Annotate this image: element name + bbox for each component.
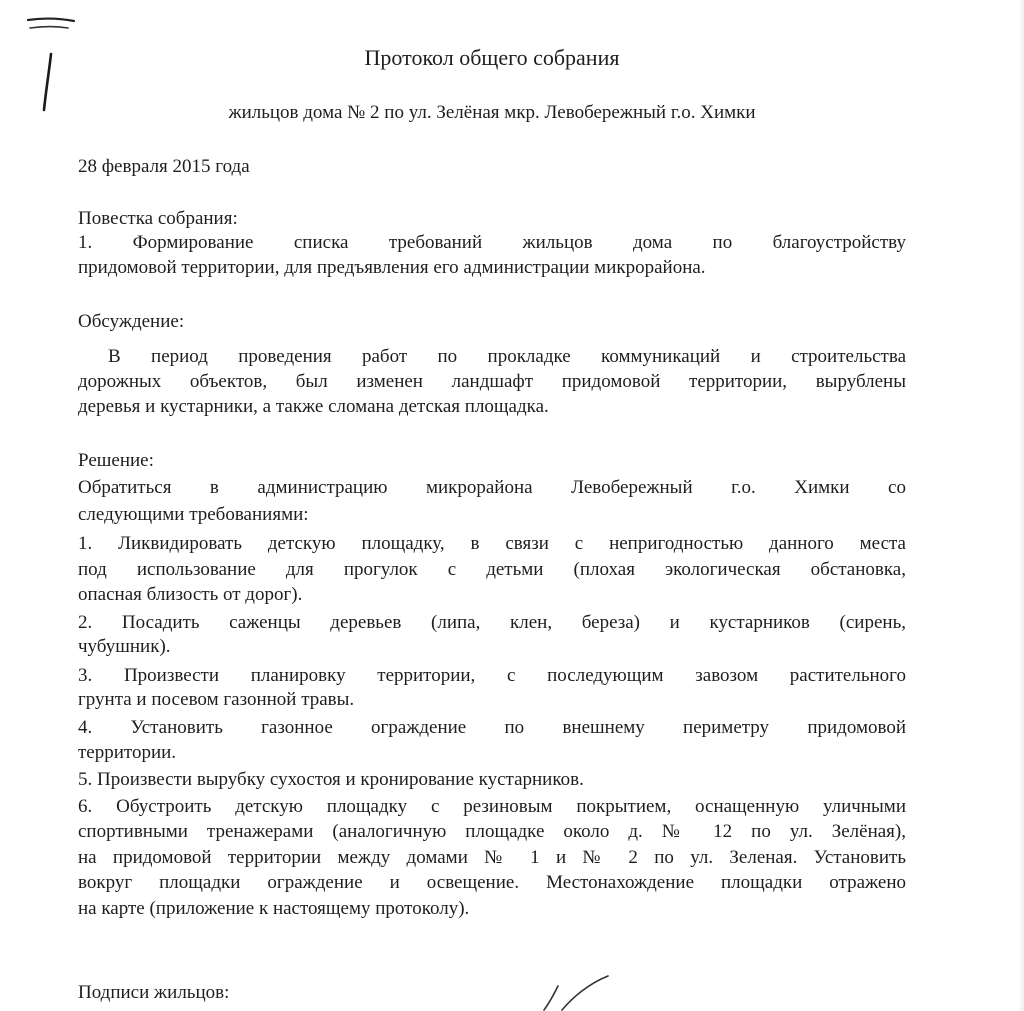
decision-line: на карте (приложение к настоящему протоколу).	[78, 898, 470, 919]
decision-item-2: 2. Посадить саженцы деревьев (липа, клен, береза) и кустарников (сирень,	[78, 612, 906, 633]
decision-line: Обратиться в администрацию микрорайона Левобережный г.о. Химки со	[78, 477, 906, 498]
decision-item-5: 5. Произвести вырубку сухостоя и кронирование кустарников.	[78, 769, 584, 790]
decision-line: на придомовой территории между домами № 1 и № 2 по ул. Зеленая. Установить	[78, 847, 906, 868]
decision-heading: Решение:	[78, 450, 154, 471]
decision-line: опасная близость от дорог).	[78, 584, 303, 605]
decision-line: под использование для прогулок с детьми (плохая экологическая обстановка,	[78, 559, 906, 580]
discussion-heading: Обсуждение:	[78, 311, 185, 332]
document-date: 28 февраля 2015 года	[78, 156, 250, 177]
document-subtitle: жильцов дома № 2 по ул. Зелёная мкр. Левобережный г.о. Химки	[228, 102, 756, 123]
discussion-line: дорожных объектов, был изменен ландшафт придомовой территории, вырублены	[78, 371, 906, 392]
decision-item-4: 4. Установить газонное ограждение по внешнему периметру придомовой	[78, 717, 906, 738]
discussion-line: деревья и кустарники, а также сломана детская площадка.	[78, 396, 549, 417]
scan-edge	[1018, 0, 1024, 1011]
decision-line: территории.	[78, 742, 177, 763]
decision-line: спортивными тренажерами (аналогичную площадке около д. № 12 по ул. Зелёная),	[78, 821, 906, 842]
decision-line: чубушник).	[78, 636, 171, 657]
decision-line: грунта и посевом газонной травы.	[78, 689, 355, 710]
document-title: Протокол общего собрания	[364, 45, 620, 70]
signatures-heading: Подписи жильцов:	[78, 982, 230, 1003]
decision-line: следующими требованиями:	[78, 504, 309, 525]
agenda-heading: Повестка собрания:	[78, 208, 238, 229]
decision-item-6: 6. Обустроить детскую площадку с резиновым покрытием, оснащенную уличными	[78, 796, 906, 817]
discussion-line: В период проведения работ по прокладке коммуникаций и строительства	[108, 346, 906, 367]
handwritten-mark	[24, 6, 84, 116]
decision-item-3: 3. Произвести планировку территории, с последующим завозом растительного	[78, 665, 906, 686]
agenda-line: придомовой территории, для предъявления его администрации микрорайона.	[78, 257, 706, 278]
decision-line: вокруг площадки ограждение и освещение. Местонахождение площадки отражено	[78, 872, 906, 893]
decision-item-1: 1. Ликвидировать детскую площадку, в связи с непригодностью данного места	[78, 533, 906, 554]
agenda-line: 1. Формирование списка требований жильцов дома по благоустройству	[78, 232, 906, 253]
